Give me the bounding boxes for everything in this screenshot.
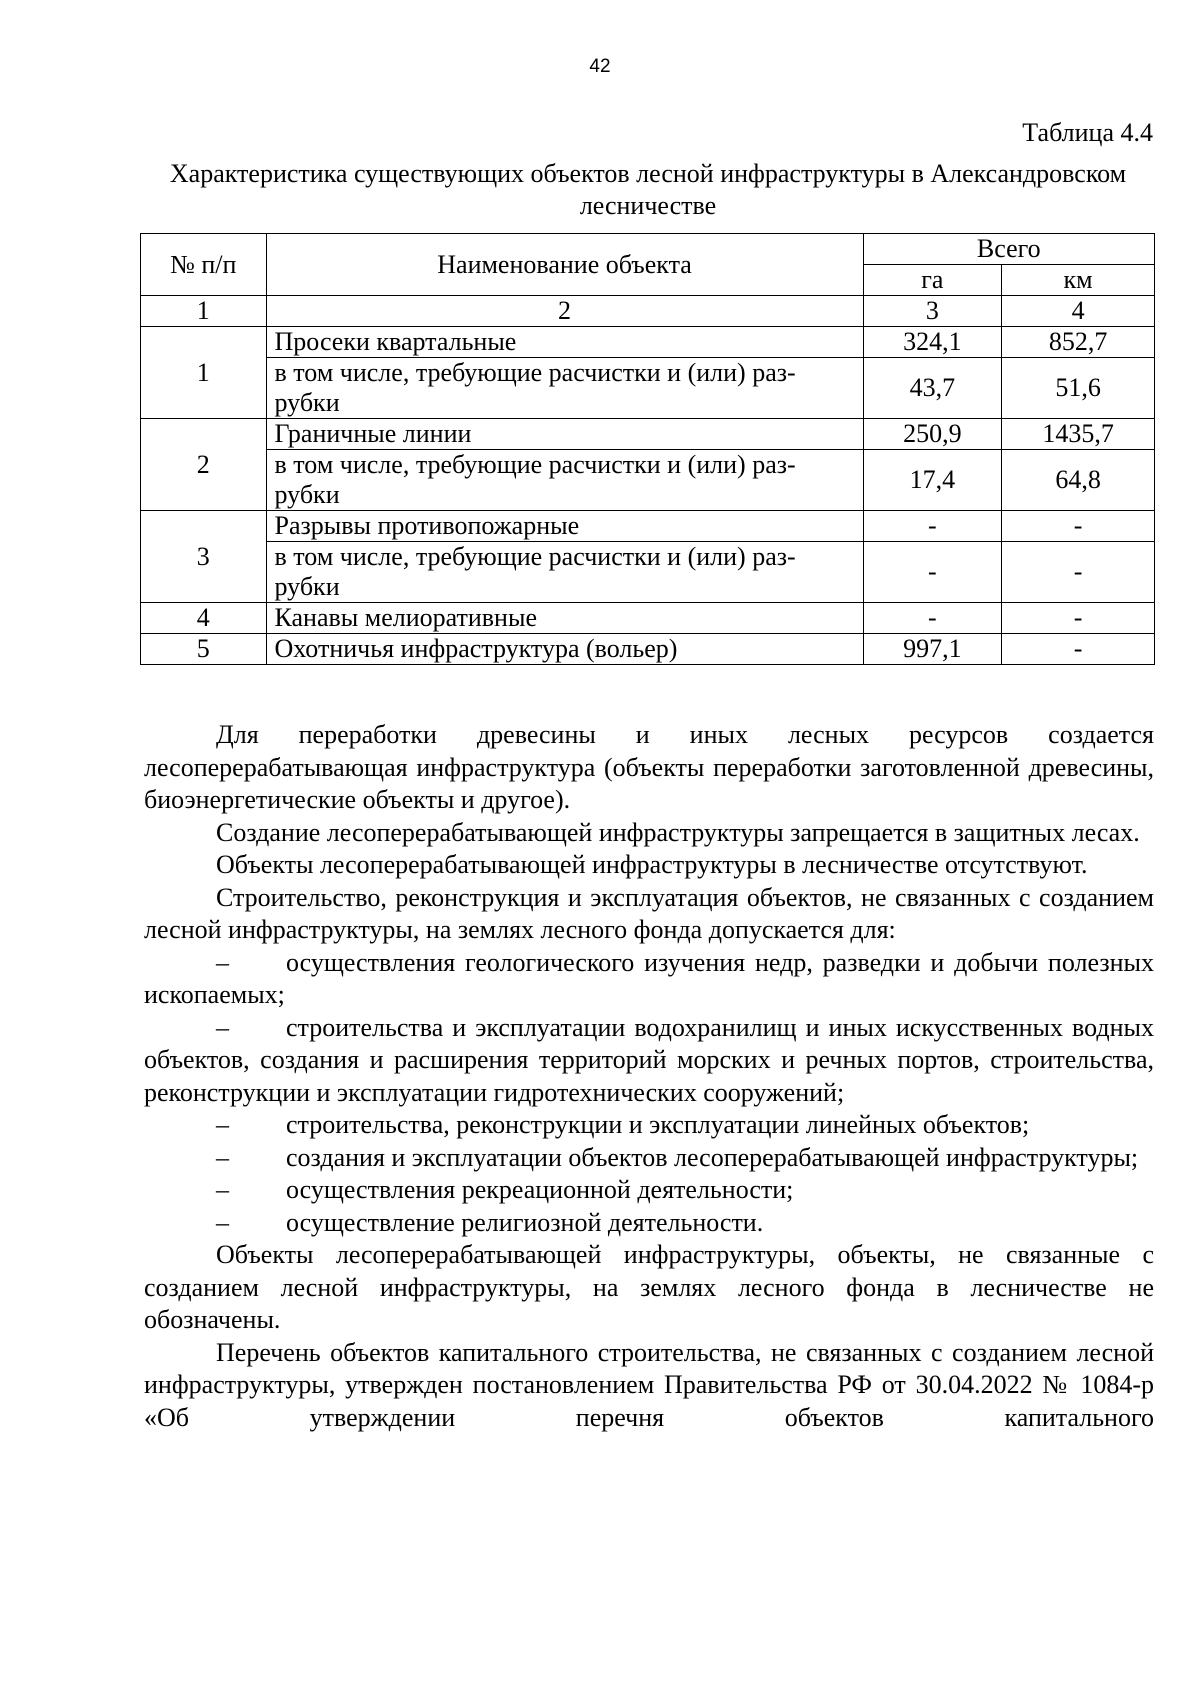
row-ha: 43,7 — [863, 358, 1002, 419]
row-num: 1 — [141, 327, 267, 419]
row-name: в том числе, требующие расчистки и (или) раз-рубки — [266, 358, 863, 419]
paragraph: Объекты лесоперерабатывающей инфраструктуры в лесничестве отсутствуют. — [216, 850, 1088, 879]
list-item-text: осуществления рекреационной деятельности; — [286, 1175, 794, 1204]
row-num: 5 — [141, 634, 267, 665]
row-ha: 324,1 — [863, 327, 1002, 358]
bullet-dash: – — [216, 1175, 229, 1204]
row-num: 2 — [141, 419, 267, 511]
table-title: Характеристика существующих объектов лесной инфраструктуры в Александровском лесничестве — [169, 159, 1127, 220]
header-total: Всего — [863, 234, 1154, 265]
col-number: 4 — [1002, 296, 1155, 327]
header-km: км — [1002, 265, 1155, 296]
row-name: в том числе, требующие расчистки и (или) раз-рубки — [266, 542, 863, 603]
paragraph: Перечень объектов капитального строительства, не связанных с созданием лесной инфраструктуры, утвержден постановлением Правительства РФ от 30.04.2022 № 1084-р «Об утверждении перечня объектов капитального — [144, 1337, 1154, 1432]
list-item-text: строительства, реконструкции и эксплуатации линейных объектов; — [286, 1110, 1030, 1139]
list-item — [144, 1142, 1154, 1175]
row-km: 1435,7 — [1002, 419, 1155, 450]
page-number: 42 — [589, 56, 611, 77]
header-name: Наименование объекта — [266, 234, 863, 296]
row-ha: 250,9 — [863, 419, 1002, 450]
header-ha: га — [863, 265, 1002, 296]
paragraph: Объекты лесоперерабатывающей инфраструктуры, объекты, не связанные с созданием лесной инфраструктуры, на землях лесного фонда в лесничестве не обозначены. — [144, 1240, 1154, 1334]
bullet-dash: – — [216, 947, 229, 977]
col-number: 2 — [266, 296, 863, 327]
row-ha: - — [863, 603, 1002, 634]
row-name: Разрывы противопожарные — [266, 511, 863, 542]
bullet-dash: – — [216, 1207, 229, 1237]
header-num: № п/п — [141, 234, 267, 296]
paragraph: Строительство, реконструкция и эксплуатация объектов, не связанных с созданием лесной инфраструктуры, на землях лесного фонда допускается для: — [144, 882, 1154, 944]
row-ha: 17,4 — [863, 450, 1002, 511]
bullet-dash: – — [216, 1110, 229, 1139]
row-name: Просеки квартальные — [266, 327, 863, 358]
list-item — [144, 1109, 1154, 1142]
infrastructure-table — [140, 233, 1155, 665]
row-name: Граничные линии — [266, 419, 863, 450]
list-item-text: создания и эксплуатации объектов лесоперерабатывающей инфраструктуры; — [286, 1142, 1139, 1172]
row-num: 3 — [141, 511, 267, 603]
list-item-text: строительства и эксплуатации водохранилищ и иных искусственных водных объектов, создания и расширения территорий морских и речных портов, строительства, реконструкции и эксплуатации гидротехнических сооружений; — [144, 1012, 1154, 1107]
row-km: 852,7 — [1002, 327, 1155, 358]
row-num: 4 — [141, 603, 267, 634]
bullet-dash: – — [216, 1142, 229, 1172]
bullet-dash: – — [216, 1012, 229, 1042]
paragraph: Создание лесоперерабатывающей инфраструктуры запрещается в защитных лесах. — [216, 817, 1140, 847]
row-km: - — [1002, 511, 1155, 542]
row-km: - — [1002, 634, 1155, 665]
list-item — [144, 1012, 1154, 1110]
list-item-text: осуществление религиозной деятельности. — [286, 1207, 764, 1237]
table-label: Таблица 4.4 — [1022, 118, 1153, 147]
body-text — [144, 719, 1154, 1434]
row-ha: 997,1 — [863, 634, 1002, 665]
row-km: 64,8 — [1002, 450, 1155, 511]
list-item — [144, 947, 1154, 1012]
list-item — [144, 1174, 1154, 1207]
list-item — [144, 1207, 1154, 1240]
col-number: 3 — [863, 296, 1002, 327]
row-ha: - — [863, 542, 1002, 603]
paragraph: Для переработки древесины и иных лесных ресурсов создается лесоперерабатывающая инфраструктура (объекты переработки заготовленной древесины, биоэнергетические объекты и другое). — [144, 720, 1154, 814]
row-name: Охотничья инфраструктура (вольер) — [266, 634, 863, 665]
row-km: - — [1002, 542, 1155, 603]
row-name: в том числе, требующие расчистки и (или) раз-рубки — [266, 450, 863, 511]
row-km: 51,6 — [1002, 358, 1155, 419]
list-item-text: осуществления геологического изучения недр, разведки и добычи полезных ископаемых; — [144, 947, 1154, 1009]
row-ha: - — [863, 511, 1002, 542]
row-km: - — [1002, 603, 1155, 634]
row-name: Канавы мелиоративные — [266, 603, 863, 634]
col-number: 1 — [141, 296, 267, 327]
